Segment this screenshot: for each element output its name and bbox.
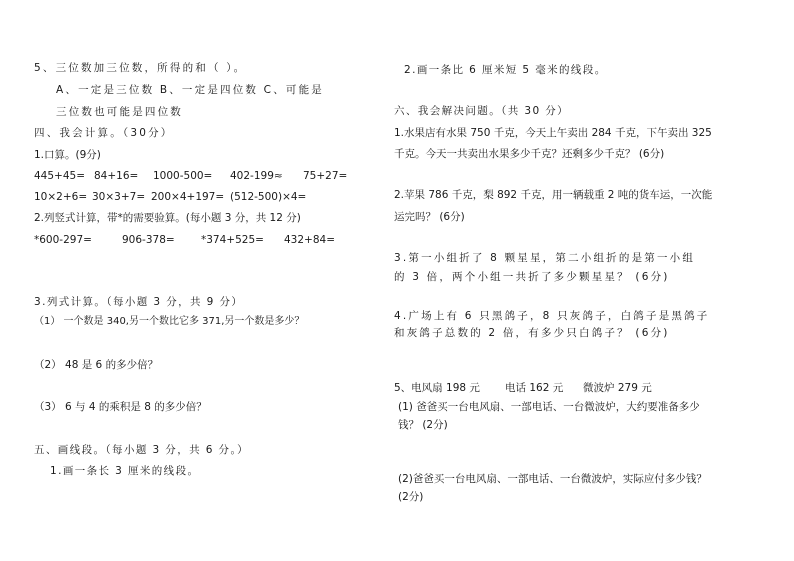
problem-3-line2: 的 3 倍，两个小组一共折了多少颗星星？ (6分) xyxy=(394,271,670,283)
problem-5-q1-line1: (1) 爸爸买一台电风扇、一部电话、一台微波炉，大约要准备多少 xyxy=(398,401,700,413)
vertical-calc-title: 2.列竖式计算，带*的需要验算。(每小题 3 分，共 12 分) xyxy=(34,212,301,224)
oral-item: 75+27= xyxy=(303,170,348,182)
problem-5-q2-line1: (2)爸爸买一台电风扇、一部电话、一台微波炉，实际应付多少钱？ xyxy=(398,473,707,485)
draw-line-q1: 1.画一条长 3 厘米的线段。 xyxy=(50,465,200,477)
vertical-item: 432+84= xyxy=(284,234,335,246)
problem-1-line1: 1.水果店有水果 750 千克，今天上午卖出 284 千克，下午卖出 325 xyxy=(394,127,712,139)
q5-options-ab: A、一定是三位数 B、一定是四位数 C、可能是 xyxy=(56,84,324,96)
oral-item: (512-500)×4= xyxy=(230,191,307,203)
oral-item: 10×2+6= xyxy=(34,191,88,203)
oral-item: 84+16= xyxy=(94,170,139,182)
price-microwave: 微波炉 279 元 xyxy=(583,382,652,394)
problem-4-line2: 和灰鸽子总数的 2 倍，有多少只白鸽子？ (6分) xyxy=(394,327,670,339)
problem-5-q2-line2: (2分) xyxy=(398,491,424,503)
formula-calc-title: 3.列式计算。（每小题 3 分，共 9 分） xyxy=(34,296,244,308)
oral-item: 445+45= xyxy=(34,170,85,182)
q5-stem: 5、三位数加三位数，所得的和（ ）。 xyxy=(34,62,247,74)
oral-calc-title: 1.口算。(9分) xyxy=(34,149,101,161)
q5-option-c-cont: 三位数也可能是四位数 xyxy=(56,106,183,118)
section-5-title: 五、画线段。（每小题 3 分，共 6 分。） xyxy=(34,444,250,456)
section-4-title: 四、我会计算。（30分） xyxy=(34,127,174,139)
problem-3-line1: 3.第一小组折了 8 颗星星，第二小组折的是第一小组 xyxy=(394,252,696,264)
formula-q1: （1） 一个数是 340,另一个数比它多 371,另一个数是多少？ xyxy=(34,316,305,327)
vertical-item: 906-378= xyxy=(122,234,175,246)
formula-q3: （3） 6 与 4 的乘积是 8 的多少倍？ xyxy=(34,401,207,413)
oral-item: 200×4+197= xyxy=(151,191,225,203)
formula-q2: （2） 48 是 6 的多少倍？ xyxy=(34,359,159,371)
oral-item: 30×3+7= xyxy=(92,191,146,203)
price-fan: 5、电风扇 198 元 xyxy=(394,382,480,394)
problem-2-line2: 运完吗？ (6分) xyxy=(394,211,465,223)
draw-line-q2: 2.画一条比 6 厘米短 5 毫米的线段。 xyxy=(404,64,607,76)
section-6-title: 六、我会解决问题。（共 30 分） xyxy=(394,105,570,117)
problem-4-line1: 4.广场上有 6 只黑鸽子，8 只灰鸽子，白鸽子是黑鸽子 xyxy=(394,310,710,322)
problem-1-line2: 千克。今天一共卖出水果多少千克？还剩多少千克？ (6分) xyxy=(394,148,665,160)
price-phone: 电话 162 元 xyxy=(505,382,564,394)
oral-item: 1000-500= xyxy=(153,170,213,182)
oral-item: 402-199≈ xyxy=(230,170,283,182)
vertical-item: *600-297= xyxy=(34,234,92,246)
vertical-item: *374+525= xyxy=(201,234,264,246)
problem-2-line1: 2.苹果 786 千克，梨 892 千克，用一辆载重 2 吨的货车运，一次能 xyxy=(394,189,713,201)
problem-5-q1-line2: 钱？ (2分) xyxy=(398,419,448,431)
